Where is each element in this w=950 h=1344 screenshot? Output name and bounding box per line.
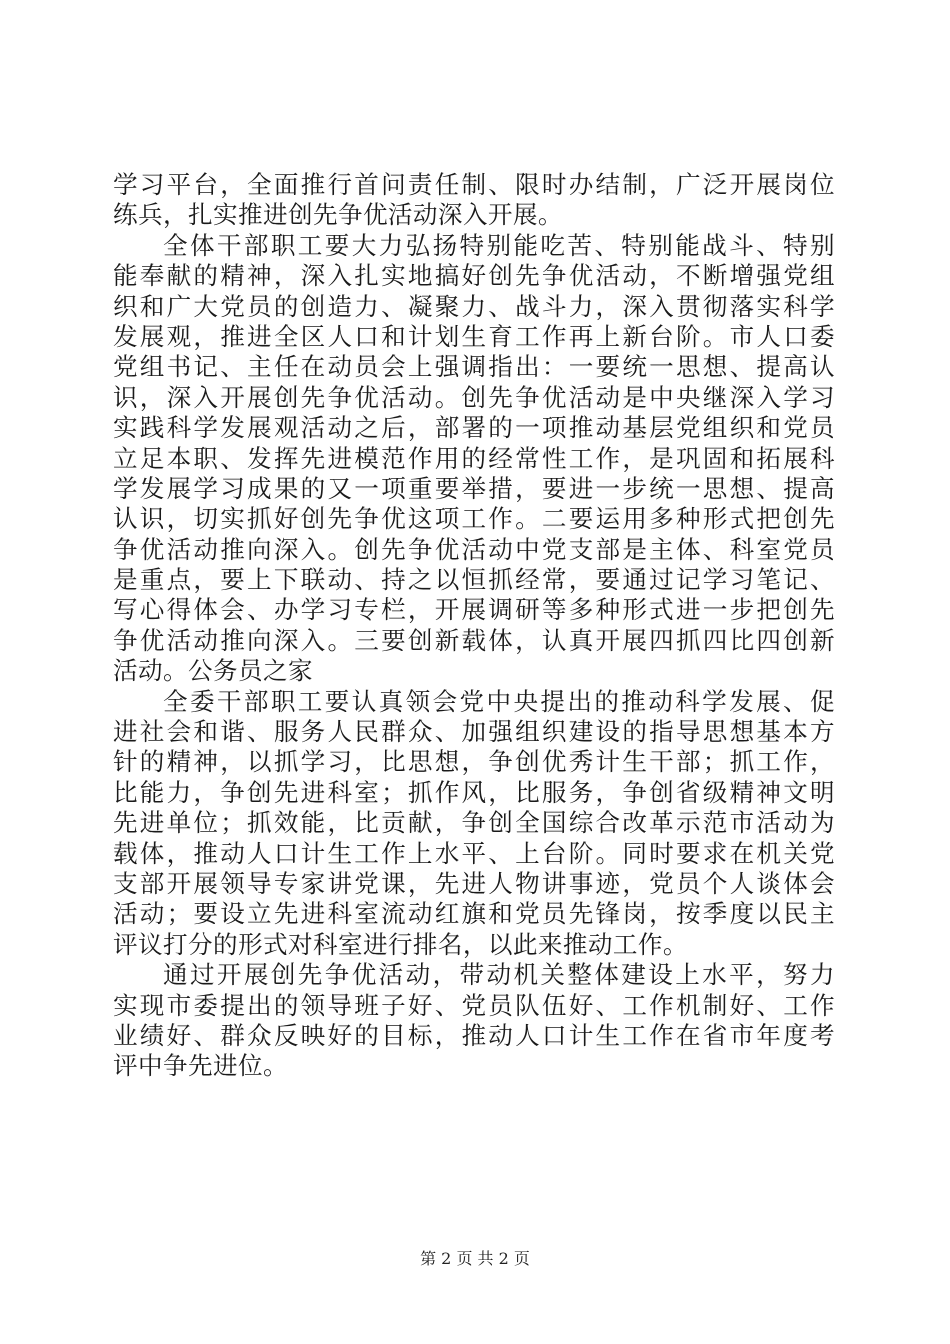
paragraph-2-line-12: 是重点，要上下联动、持之以恒抓经常，要通过记学习笔记、 (113, 565, 835, 595)
paragraph-3-line-7: 支部开展领导专家讲党课，先进人物讲事迹，党员个人谈体会 (113, 868, 835, 898)
paragraph-3-line-4: 比能力，争创先进科室；抓作风，比服务，争创省级精神文明 (113, 777, 835, 807)
paragraph-2-line-3: 织和广大党员的创造力、凝聚力、战斗力，深入贯彻落实科学 (113, 291, 835, 321)
paragraph-2-line-14: 争优活动推向深入。三要创新载体，认真开展四抓四比四创新 (113, 625, 835, 655)
paragraph-3-line-6: 载体，推动人口计生工作上水平、上台阶。同时要求在机关党 (113, 838, 835, 868)
paragraph-3-line-3: 针的精神，以抓学习，比思想，争创优秀计生干部；抓工作， (113, 747, 835, 777)
paragraph-2-line-4: 发展观，推进全区人口和计划生育工作再上新台阶。市人口委 (113, 321, 835, 351)
paragraph-1-line-1: 学习平台，全面推行首问责任制、限时办结制，广泛开展岗位 (113, 170, 835, 199)
paragraph-2-line-9: 学发展学习成果的又一项重要举措，要进一步统一思想、提高 (113, 473, 835, 503)
paragraph-2-line-13: 写心得体会、办学习专栏，开展调研等多种形式进一步把创先 (113, 595, 835, 625)
paragraph-2-line-8: 立足本职、发挥先进模范作用的经常性工作，是巩固和拓展科 (113, 443, 835, 473)
paragraph-4-line-3: 业绩好、群众反映好的目标，推动人口计生工作在省市年度考 (113, 1020, 835, 1050)
paragraph-4-line-1: 通过开展创先争优活动，带动机关整体建设上水平，努力 (163, 960, 835, 990)
paragraph-2-line-2: 能奉献的精神，深入扎实地搞好创先争优活动，不断增强党组 (113, 261, 835, 291)
paragraph-1-line-2: 练兵，扎实推进创先争优活动深入开展。 (113, 200, 563, 230)
paragraph-2-line-1: 全体干部职工要大力弘扬特别能吃苦、特别能战斗、特别 (163, 230, 835, 260)
paragraph-2-line-6: 识，深入开展创先争优活动。创先争优活动是中央继深入学习 (113, 382, 835, 412)
document-body (113, 170, 835, 1082)
page-number-footer: 第 2 页 共 2 页 (420, 1249, 530, 1268)
paragraph-2-line-10: 认识，切实抓好创先争优这项工作。二要运用多种形式把创先 (113, 504, 835, 534)
paragraph-2-line-11: 争优活动推向深入。创先争优活动中党支部是主体、科室党员 (113, 534, 835, 564)
paragraph-2-line-15: 活动。公务员之家 (113, 656, 313, 686)
paragraph-3-line-5: 先进单位；抓效能，比贡献，争创全国综合改革示范市活动为 (113, 808, 835, 838)
paragraph-3-line-9: 评议打分的形式对科室进行排名，以此来推动工作。 (113, 929, 688, 959)
paragraph-3-line-2: 进社会和谐、服务人民群众、加强组织建设的指导思想基本方 (113, 717, 835, 747)
paragraph-2-line-7: 实践科学发展观活动之后，部署的一项推动基层党组织和党员 (113, 413, 835, 443)
paragraph-4-line-4: 评中争先进位。 (113, 1051, 288, 1081)
paragraph-3-line-1: 全委干部职工要认真领会党中央提出的推动科学发展、促 (163, 686, 835, 716)
paragraph-3-line-8: 活动；要设立先进科室流动红旗和党员先锋岗，按季度以民主 (113, 899, 835, 929)
paragraph-2-line-5: 党组书记、主任在动员会上强调指出：一要统一思想、提高认 (113, 352, 835, 382)
paragraph-4-line-2: 实现市委提出的领导班子好、党员队伍好、工作机制好、工作 (113, 990, 835, 1020)
